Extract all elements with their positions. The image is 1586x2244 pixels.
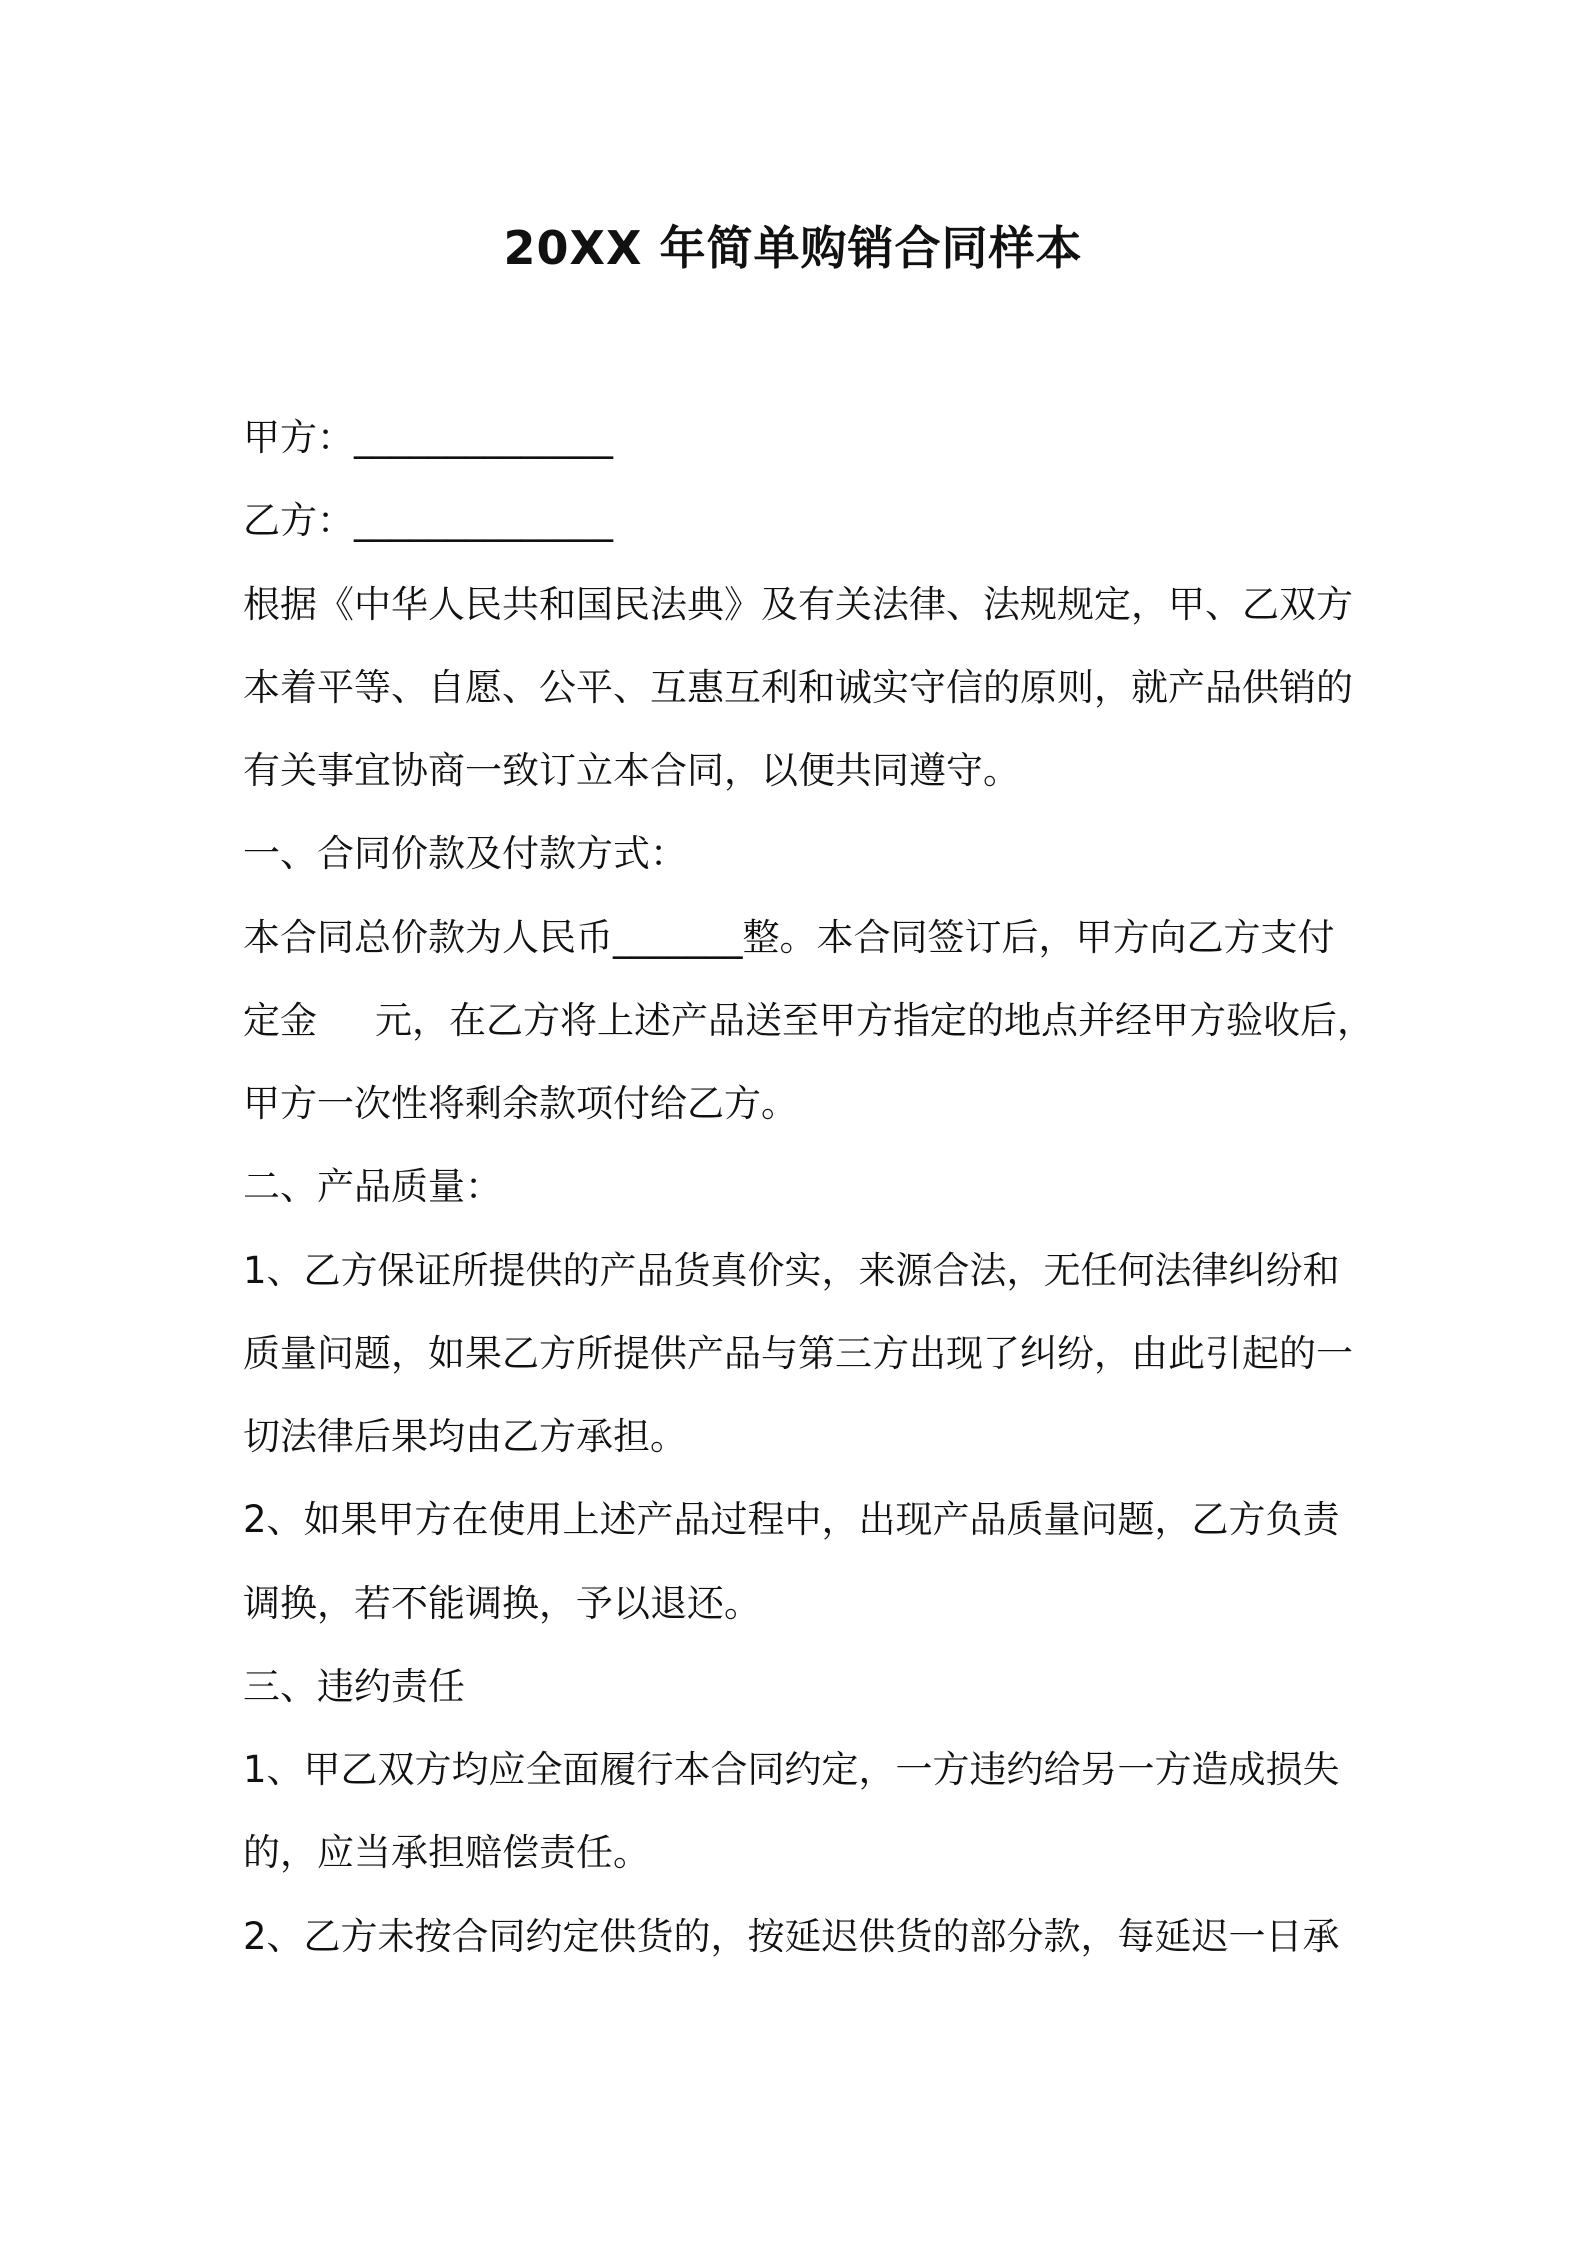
paragraph-line: 切法律后果均由乙方承担。 bbox=[243, 1415, 687, 1458]
paragraph-line: 质量问题，如果乙方所提供产品与第三方出现了纠纷，由此引起的一 bbox=[243, 1332, 1353, 1375]
deposit-clause: 在乙方将上述产品送至甲方指定的地点并经甲方验收后， bbox=[449, 999, 1374, 1042]
paragraph-line: 本着平等、自愿、公平、互惠互利和诚实守信的原则，就产品供销的 bbox=[243, 666, 1353, 709]
paragraph-line-deposit bbox=[243, 996, 1374, 1046]
deposit-label: 定金 bbox=[243, 999, 317, 1042]
paragraph-line: 2、乙方未按合同约定供货的，按延迟供货的部分款，每延迟一日承 bbox=[243, 1915, 1340, 1958]
document-title: 20XX 年简单购销合同样本 bbox=[503, 221, 1083, 275]
section-heading: 一、合同价款及付款方式： bbox=[243, 832, 687, 875]
paragraph-line: 1、乙方保证所提供的产品货真价实，来源合法，无任何法律纠纷和 bbox=[243, 1249, 1340, 1292]
paragraph-line: 调换，若不能调换，予以退还。 bbox=[243, 1582, 761, 1625]
party-b-line: 乙方：______________ bbox=[243, 499, 613, 542]
paragraph-line: 2、如果甲方在使用上述产品过程中，出现产品质量问题，乙方负责 bbox=[243, 1498, 1340, 1541]
paragraph-line: 的，应当承担赔偿责任。 bbox=[243, 1831, 650, 1874]
paragraph-line: 甲方一次性将剩余款项付给乙方。 bbox=[243, 1082, 798, 1125]
paragraph-line: 根据《中华人民共和国民法典》及有关法律、法规规定，甲、乙双方 bbox=[243, 583, 1353, 626]
paragraph-line: 1、甲乙双方均应全面履行本合同约定，一方违约给另一方造成损失 bbox=[243, 1748, 1340, 1791]
section-heading: 三、违约责任 bbox=[243, 1665, 465, 1708]
section-heading: 二、产品质量： bbox=[243, 1165, 502, 1208]
paragraph-line: 本合同总价款为人民币_______整。本合同签订后，甲方向乙方支付 bbox=[243, 916, 1335, 959]
paragraph-line: 有关事宜协商一致订立本合同，以便共同遵守。 bbox=[243, 749, 1020, 792]
deposit-unit: 元， bbox=[375, 999, 449, 1042]
party-a-line: 甲方：______________ bbox=[243, 416, 613, 459]
